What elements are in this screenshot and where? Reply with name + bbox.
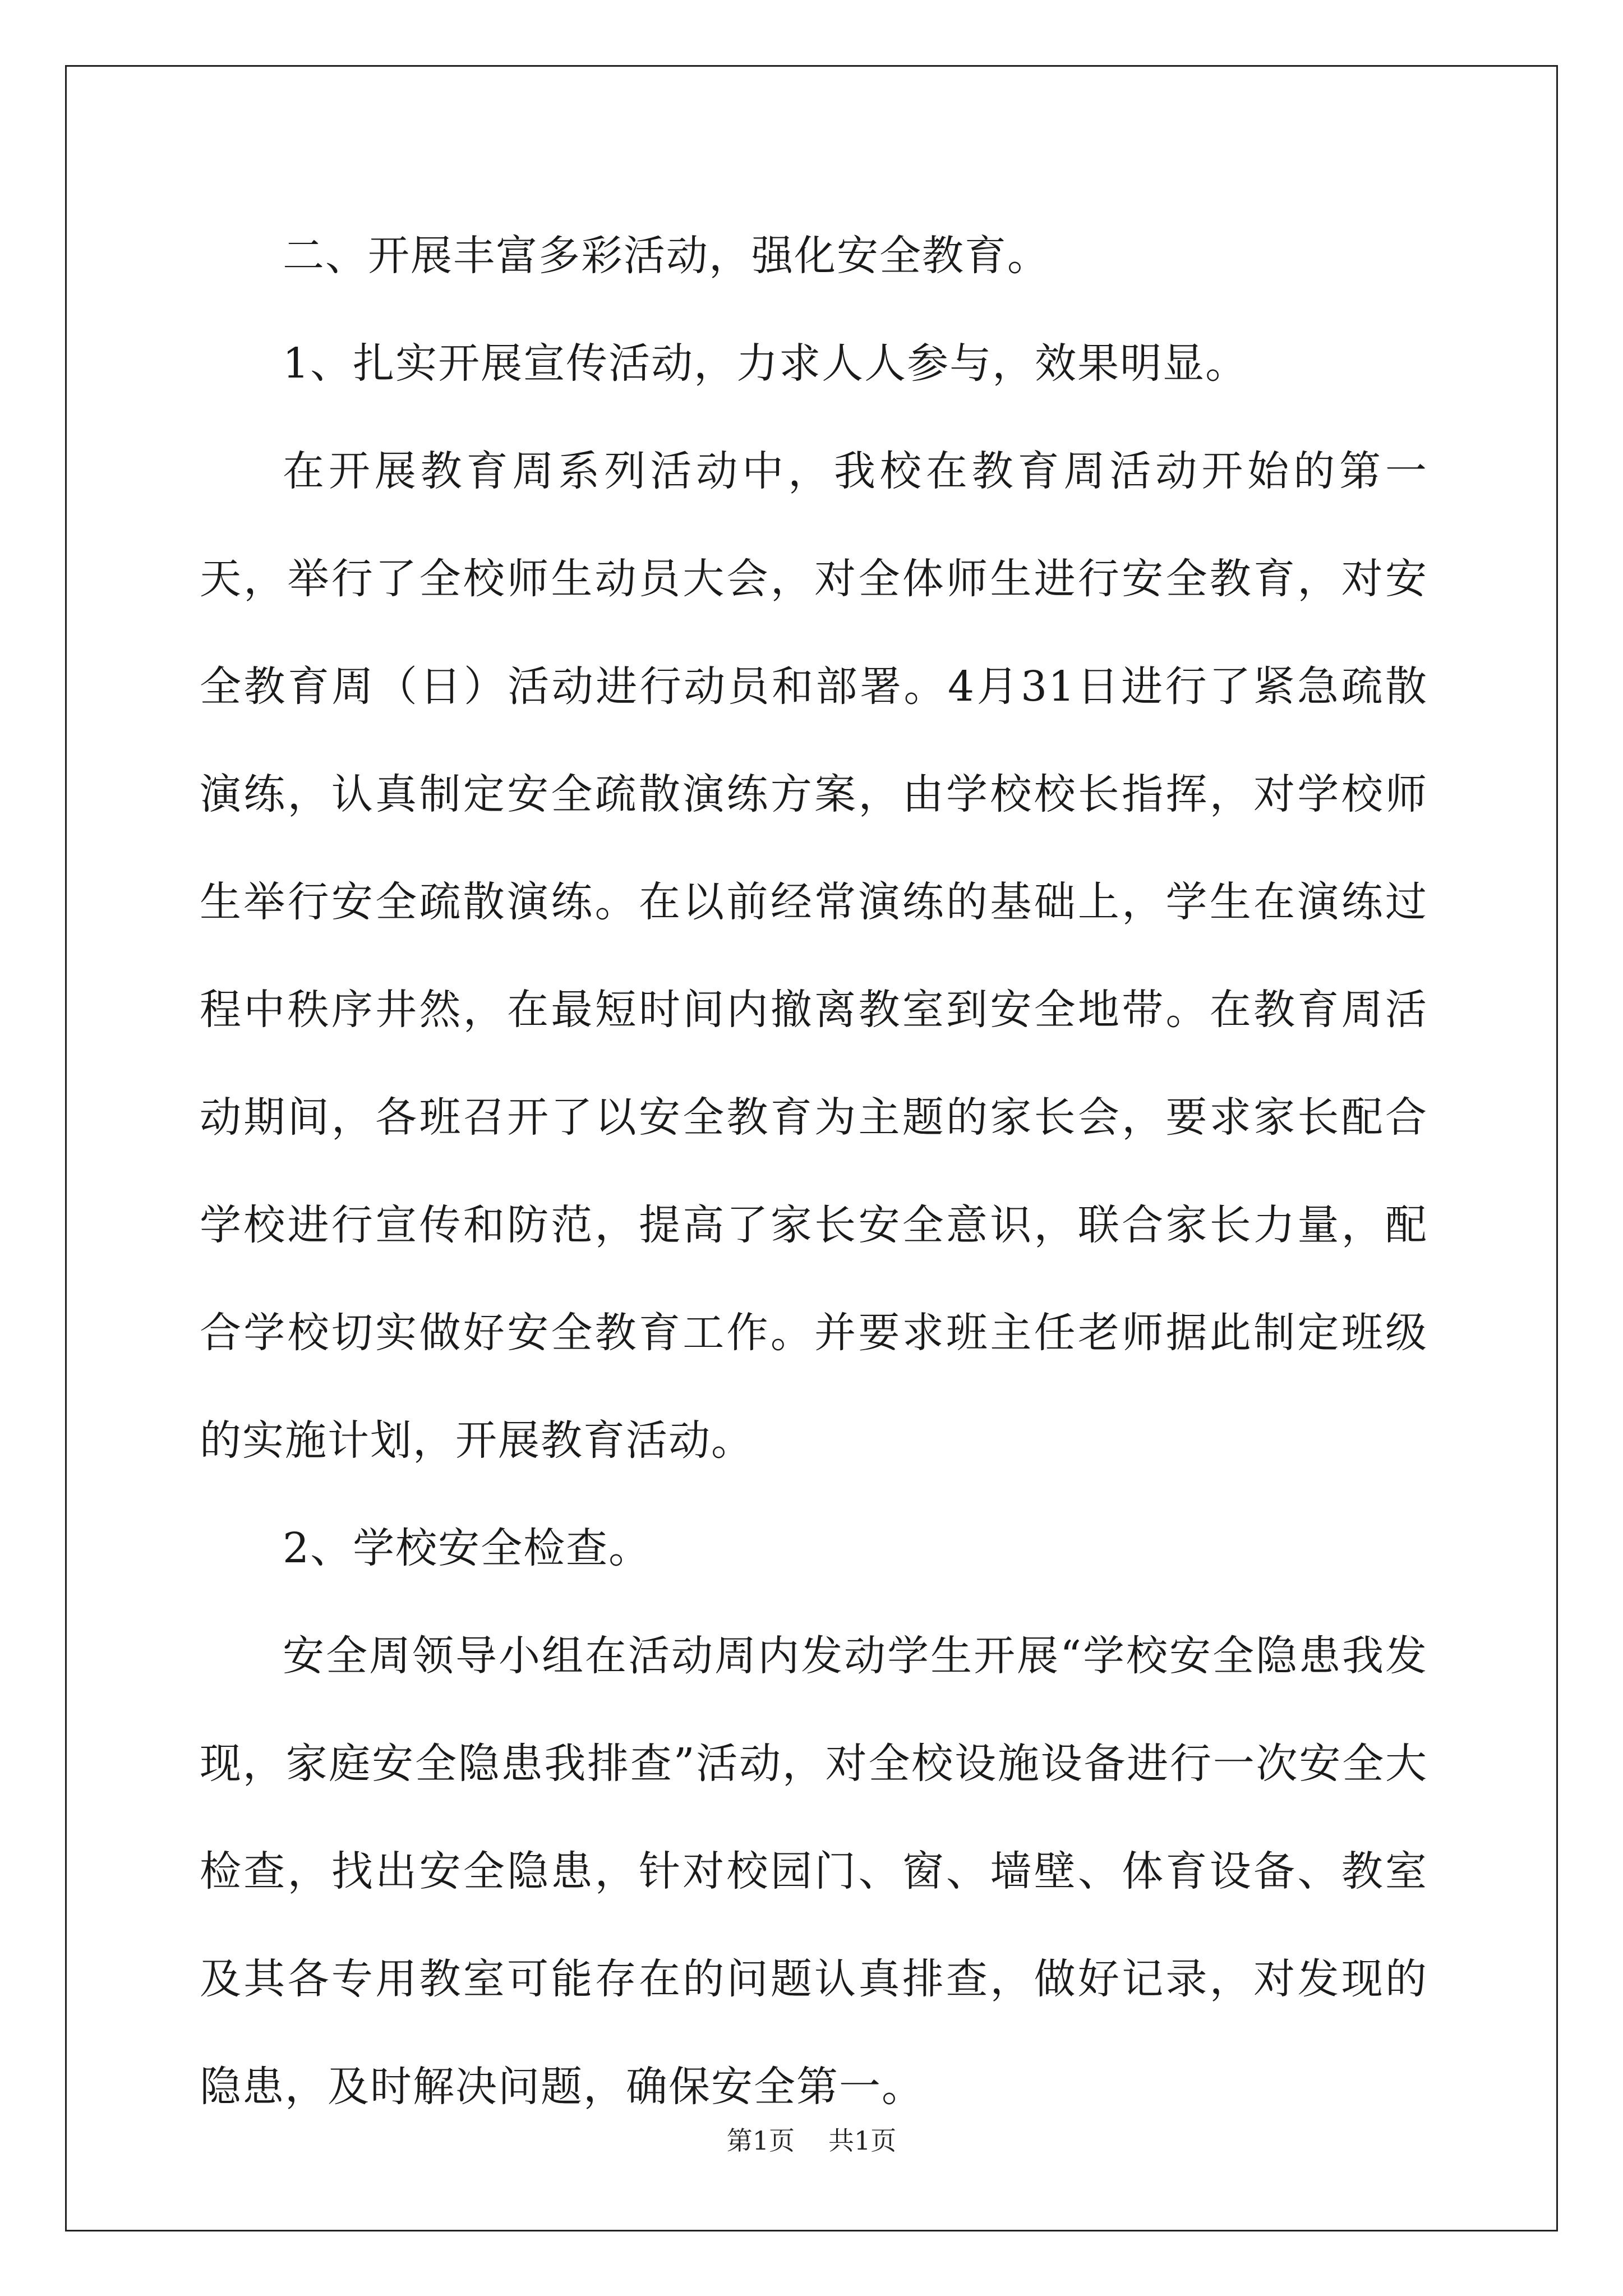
page-footer xyxy=(0,2120,1623,2157)
subsection-heading: 2、学校安全检查。 xyxy=(283,1524,652,1572)
page-number: 第1页 xyxy=(726,2125,795,2156)
body-paragraph: 在开展教育周系列活动中，我校在教育周活动开始的第一天，举行了全校师生动员大会，对全体师生进行安全教育，对安全教育周（日）活动进行动员和部署。4月31日进行了紧急疏散演练，认真制定安全疏散演练方案，由学校校长指挥，对学校师生举行安全疏散演练。在以前经常演练的基础上，学生在演练过程中秩序井然，在最短时间内撤离教室到安全地带。在教育周活动期间，各班召开了以安全教育为主题的家长会，要求家长配合学校进行宣传和防范，提高了家长安全意识，联合家长力量，配合学校切实做好安全教育工作。并要求班主任老师据此制定班级的实施计划，开展教育活动。 xyxy=(200,447,1428,1465)
page-total: 共1页 xyxy=(828,2125,897,2156)
document-body xyxy=(200,202,1428,2141)
body-paragraph: 安全周领导小组在活动周内发动学生开展“学校安全隐患我发现，家庭安全隐患我排查”活动，对全校设施设备进行一次安全大检查，找出安全隐患，针对校园门、窗、墙壁、体育设备、教室及其各专用教室可能存在的问题认真排查，做好记录，对发现的隐患，及时解决问题，确保安全第一。 xyxy=(200,1632,1428,2111)
section-heading: 二、开展丰富多彩活动，强化安全教育。 xyxy=(283,232,1050,280)
subsection-heading: 1、扎实开展宣传活动，力求人人参与，效果明显。 xyxy=(283,339,1248,388)
